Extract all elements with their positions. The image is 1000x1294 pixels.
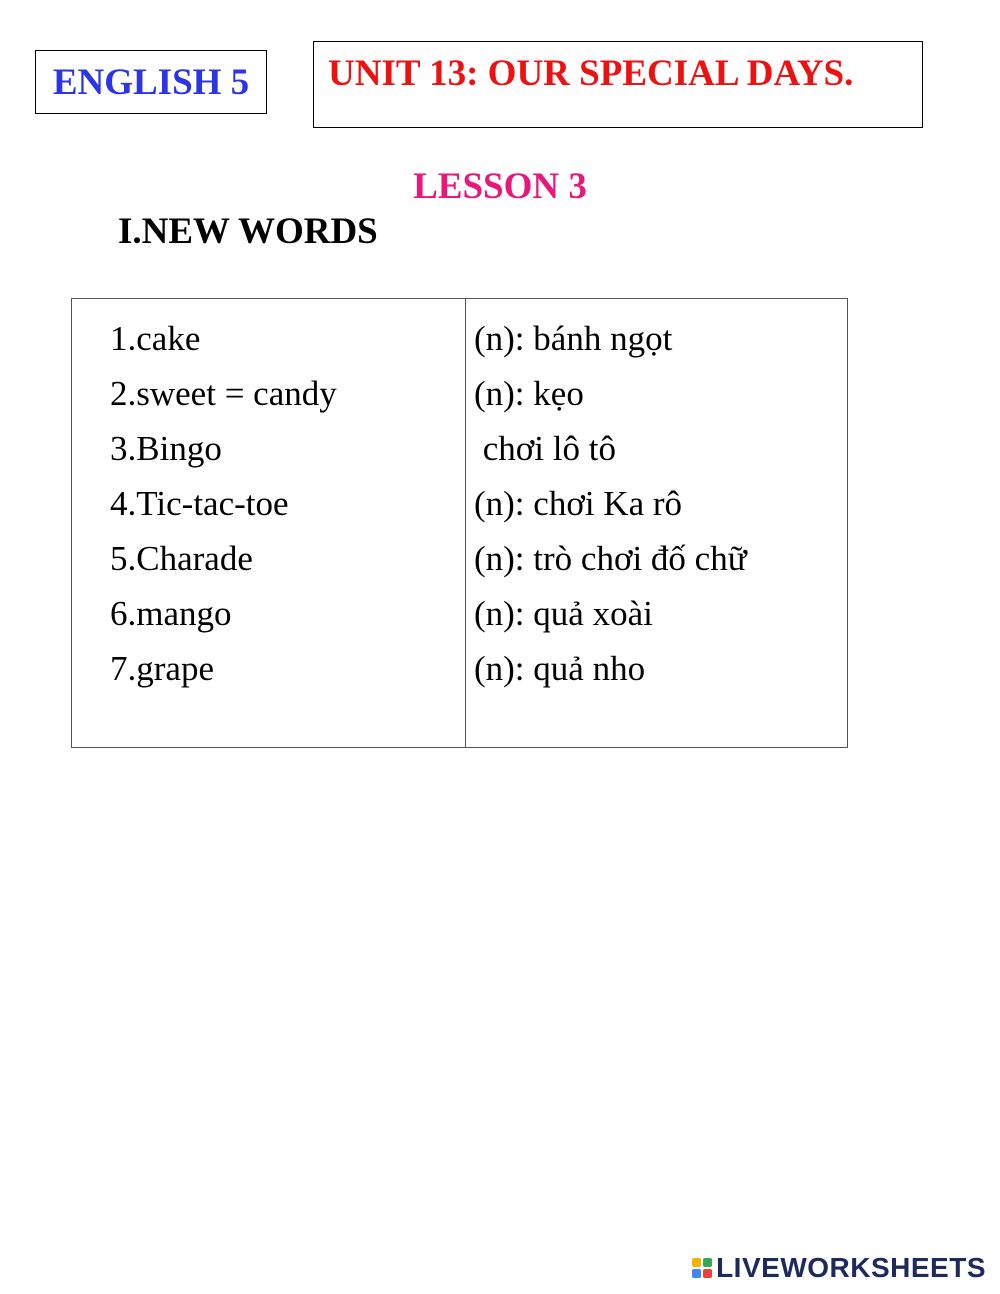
subject-box (35, 50, 267, 114)
vocab-meaning: (n): trò chơi đố chữ (474, 539, 747, 578)
unit-title: UNIT 13: OUR SPECIAL DAYS. (328, 53, 854, 94)
vocab-meaning: (n): kẹo (474, 374, 584, 413)
vocab-meaning: (n): quả nho (474, 649, 646, 688)
vocab-word: 1.cake (110, 319, 201, 358)
vocab-meaning: (n): chơi Ka rô (474, 484, 683, 523)
vocab-word: 6.mango (110, 594, 232, 633)
section-title: I.NEW WORDS (118, 211, 378, 252)
vocab-meaning: chơi lô tô (474, 429, 616, 468)
vocabulary-table (71, 298, 848, 748)
logo-square (703, 1258, 712, 1267)
logo-square (703, 1269, 712, 1278)
liveworksheets-brand[interactable] (692, 1252, 986, 1284)
logo-square (692, 1269, 701, 1278)
subject-label: ENGLISH 5 (52, 61, 250, 103)
logo-square (692, 1258, 701, 1267)
vocab-word: 4.Tic-tac-toe (110, 484, 289, 523)
vocab-word: 3.Bingo (110, 429, 222, 468)
brand-label: LIVEWORKSHEETS (716, 1252, 986, 1283)
vocab-word: 7.grape (110, 649, 214, 688)
vocab-meaning: (n): quả xoài (474, 594, 653, 633)
vocab-word: 2.sweet = candy (110, 374, 337, 413)
meanings-column (466, 299, 847, 747)
lesson-heading: LESSON 3 (413, 166, 587, 207)
vocab-word: 5.Charade (110, 539, 253, 578)
vocab-meaning: (n): bánh ngọt (474, 319, 673, 358)
liveworksheets-logo-icon (692, 1258, 712, 1278)
english-words-column (72, 299, 466, 747)
unit-title-box (313, 41, 923, 128)
